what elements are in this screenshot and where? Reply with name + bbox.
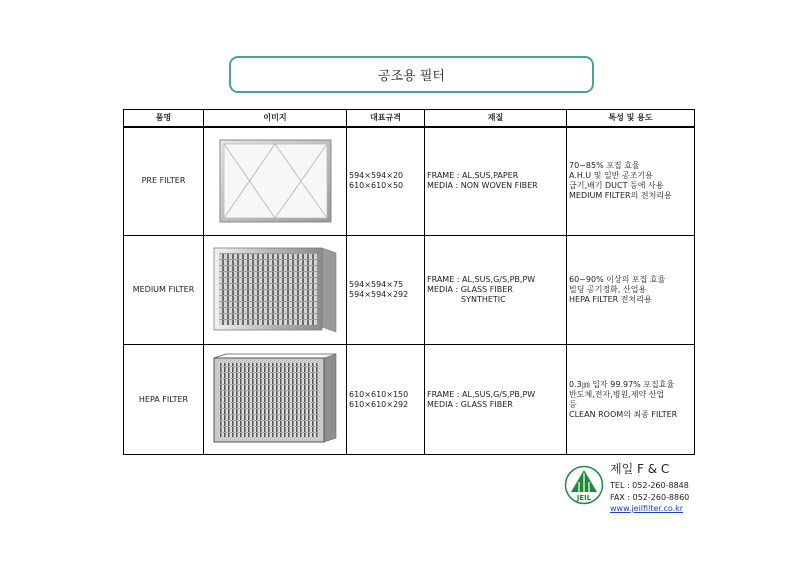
spec-line: 610×610×50 bbox=[349, 181, 404, 191]
usage-line: 0.3㎛ 입자 99.97% 포집효율 bbox=[569, 379, 675, 389]
usage-line: 70~85% 포집 효율 bbox=[569, 161, 640, 171]
logo-text: JEIL bbox=[576, 494, 592, 502]
company-fax: FAX : 052-260-8860 bbox=[610, 493, 690, 502]
usage-line: 빌딩 공기정화, 산업용 bbox=[569, 285, 647, 294]
product-image-cell bbox=[204, 345, 347, 455]
header-material: 재질 bbox=[425, 110, 567, 127]
spec-line: 594×594×292 bbox=[349, 290, 409, 299]
usage-line: A.H.U 및 일반 공조기용 bbox=[569, 171, 653, 181]
hepa-filter-image bbox=[212, 352, 338, 447]
spec-line: 594×594×75 bbox=[349, 280, 404, 289]
material-line: MEDIA : NON WOVEN FIBER bbox=[427, 181, 538, 191]
header-name: 품명 bbox=[124, 110, 204, 127]
material-line: FRAME : AL,SUS,G/S,PB,PW bbox=[427, 275, 536, 284]
header-usage: 특성 및 용도 bbox=[567, 110, 695, 127]
spec-line: 594×594×20 bbox=[349, 171, 404, 181]
company-website-link[interactable]: www.jeilfilter.co.kr bbox=[610, 504, 684, 513]
spec-line: 610×610×150 bbox=[349, 389, 409, 399]
product-name: PRE FILTER bbox=[124, 127, 204, 236]
table-row bbox=[124, 236, 695, 345]
product-usage bbox=[567, 236, 695, 345]
medium-filter-image bbox=[212, 244, 338, 337]
product-material bbox=[425, 345, 567, 455]
product-name: HEPA FILTER bbox=[124, 345, 204, 455]
usage-line: HEPA FILTER 전처리용 bbox=[569, 295, 652, 304]
material-line: MEDIA : GLASS FIBER bbox=[427, 285, 513, 294]
product-material bbox=[425, 236, 567, 345]
filter-spec-table bbox=[123, 109, 695, 455]
product-specs bbox=[347, 345, 425, 455]
usage-line: 60~90% 이상의 포집 효율 bbox=[569, 275, 666, 284]
usage-line: 반도체,전자,병원,제약 산업 bbox=[569, 389, 665, 399]
product-image-cell bbox=[204, 127, 347, 236]
product-specs bbox=[347, 127, 425, 236]
pre-filter-image bbox=[219, 139, 332, 223]
product-material bbox=[425, 127, 567, 236]
product-usage bbox=[567, 345, 695, 455]
company-tel: TEL : 052-260-8848 bbox=[610, 481, 689, 490]
page-title-box bbox=[229, 56, 594, 93]
product-image-cell bbox=[204, 236, 347, 345]
company-name: 제일 F & C bbox=[610, 462, 670, 476]
table-row bbox=[124, 127, 695, 236]
usage-line: 등 bbox=[569, 399, 577, 409]
usage-line: MEDIUM FILTER의 전처리용 bbox=[569, 191, 672, 201]
product-specs bbox=[347, 236, 425, 345]
material-line: MEDIA : GLASS FIBER bbox=[427, 399, 513, 409]
header-spec: 대표규격 bbox=[347, 110, 425, 127]
header-image: 이미지 bbox=[204, 110, 347, 127]
usage-line: CLEAN ROOM의 최종 FILTER bbox=[569, 409, 678, 419]
material-line: FRAME : AL,SUS,G/S,PB,PW bbox=[427, 389, 536, 399]
company-logo bbox=[564, 465, 604, 505]
spec-line: 610×610×292 bbox=[349, 399, 409, 409]
product-name: MEDIUM FILTER bbox=[124, 236, 204, 345]
table-header-row bbox=[124, 110, 695, 127]
table-row bbox=[124, 345, 695, 455]
usage-line: 급기,배기 DUCT 등에 사용 bbox=[569, 181, 664, 191]
material-line: SYNTHETIC bbox=[461, 295, 506, 304]
page-title: 공조용 필터 bbox=[378, 69, 445, 84]
product-usage bbox=[567, 127, 695, 236]
material-line: FRAME : AL,SUS,PAPER bbox=[427, 171, 519, 181]
